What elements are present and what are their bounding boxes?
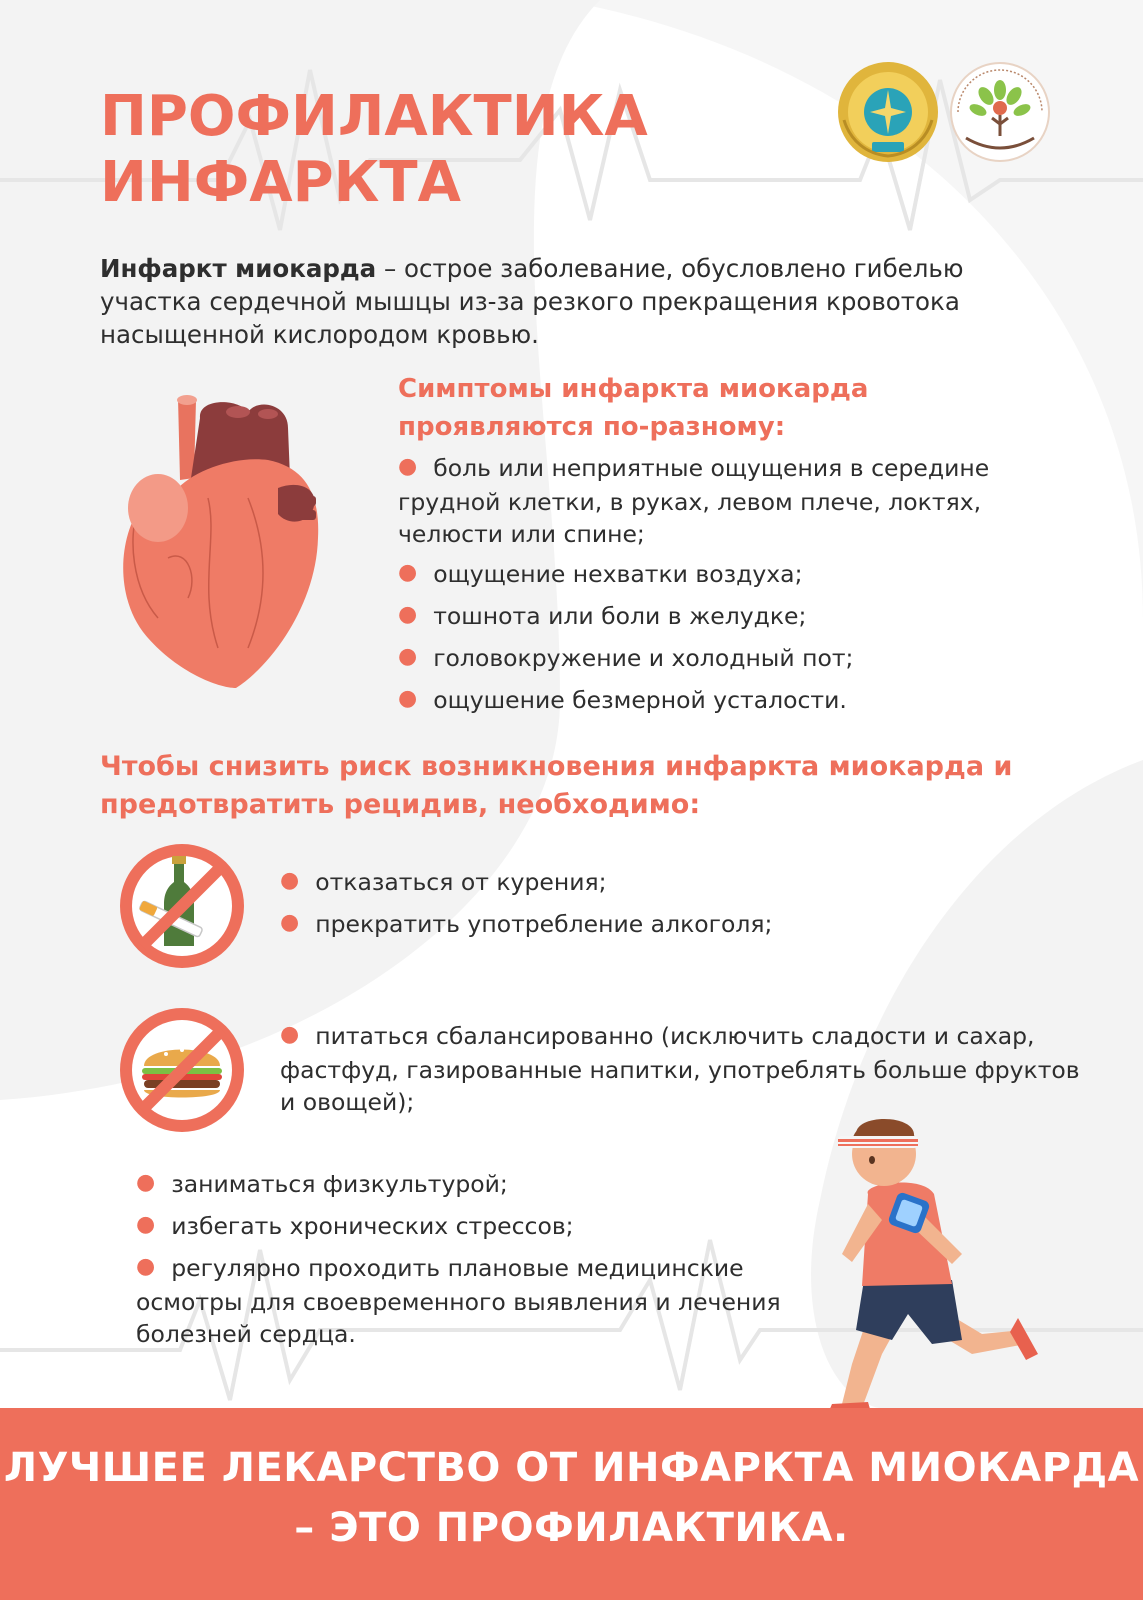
- list-item-text: ощушение безмерной усталости.: [433, 686, 847, 714]
- list-item-text: прекратить употребление алкоголя;: [315, 910, 773, 938]
- bullet-icon: ●: [136, 1254, 156, 1279]
- list-item: [398, 452, 1038, 550]
- footer-banner: [0, 1408, 1143, 1600]
- list-item: [280, 866, 1080, 900]
- footer-slogan: [0, 1438, 1143, 1558]
- page-title: [100, 84, 740, 216]
- bullet-icon: ●: [136, 1212, 156, 1237]
- list-item-text: отказаться от курения;: [315, 868, 607, 896]
- list-item-text: избегать хронических стрессов;: [171, 1212, 574, 1240]
- list-item: [398, 642, 1038, 676]
- kazakhstan-emblem-icon: [836, 60, 940, 164]
- emblems-block: [850, 60, 1090, 180]
- list-item: [398, 684, 1038, 718]
- list-item-text: тошнота или боли в желудке;: [433, 602, 807, 630]
- bullet-icon: ●: [280, 868, 300, 893]
- bullet-icon: ●: [280, 910, 300, 935]
- list-item-text: головокружение и холодный пот;: [433, 644, 854, 672]
- bullet-icon: ●: [136, 1170, 156, 1195]
- no-smoking-alcohol-icon: [118, 842, 246, 970]
- symptoms-heading: Симптомы инфаркта миокарда проявляются по-разному:: [398, 374, 869, 442]
- footer-line-1: ЛУЧШЕЕ ЛЕКАРСТВО ОТ ИНФАРКТА МИОКАРДА: [3, 1445, 1140, 1491]
- lifestyle-list: [136, 1168, 796, 1358]
- prevention-heading: Чтобы снизить риск возникновения инфаркта миокарда и предотвратить рецидив, необходимо:: [100, 751, 1013, 820]
- list-item: [280, 908, 1080, 942]
- list-item-text: боль или неприятные ощущения в середине грудной клетки, в руках, левом плече, локтях, челюсти или спине;: [398, 454, 990, 548]
- footer-line-2: – ЭТО ПРОФИЛАКТИКА.: [294, 1505, 849, 1551]
- bullet-icon: ●: [280, 1022, 300, 1047]
- intro-term: Инфаркт миокарда: [100, 254, 377, 283]
- title-line-2: ИНФАРКТА: [100, 150, 461, 215]
- list-item: [136, 1168, 796, 1202]
- list-item-text: заниматься физкультурой;: [171, 1170, 508, 1198]
- list-item: [398, 600, 1038, 634]
- bullet-icon: ●: [398, 644, 418, 669]
- intro-paragraph: [100, 252, 1030, 351]
- intro-definition: – острое заболевание, обусловлено гибелью участка сердечной мышцы из-за резкого прекращения кровотока насыщенной кислородом кровью.: [100, 254, 964, 349]
- title-line-1: ПРОФИЛАКТИКА: [100, 84, 648, 149]
- bullet-icon: ●: [398, 602, 418, 627]
- list-item: [136, 1252, 796, 1350]
- bullet-icon: ●: [398, 560, 418, 585]
- list-item-text: питаться сбалансированно (исключить сладости и сахар, фастфуд, газированные напитки, употреблять больше фруктов и овощей);: [280, 1022, 1080, 1116]
- habits-list: [280, 866, 1080, 950]
- list-item-text: регулярно проходить плановые медицинские осмотры для своевременного выявления и лечения болезней сердца.: [136, 1254, 781, 1348]
- no-fastfood-icon: [118, 1006, 246, 1134]
- heart-illustration-icon: [118, 388, 338, 698]
- list-item-text: ощущение нехватки воздуха;: [433, 560, 803, 588]
- symptoms-list: [398, 452, 1038, 726]
- list-item: [398, 558, 1038, 592]
- bullet-icon: ●: [398, 454, 418, 479]
- bullet-icon: ●: [398, 686, 418, 711]
- ministry-logo-icon: [948, 60, 1052, 164]
- list-item: [136, 1210, 796, 1244]
- runner-illustration-icon: [812, 1104, 1052, 1424]
